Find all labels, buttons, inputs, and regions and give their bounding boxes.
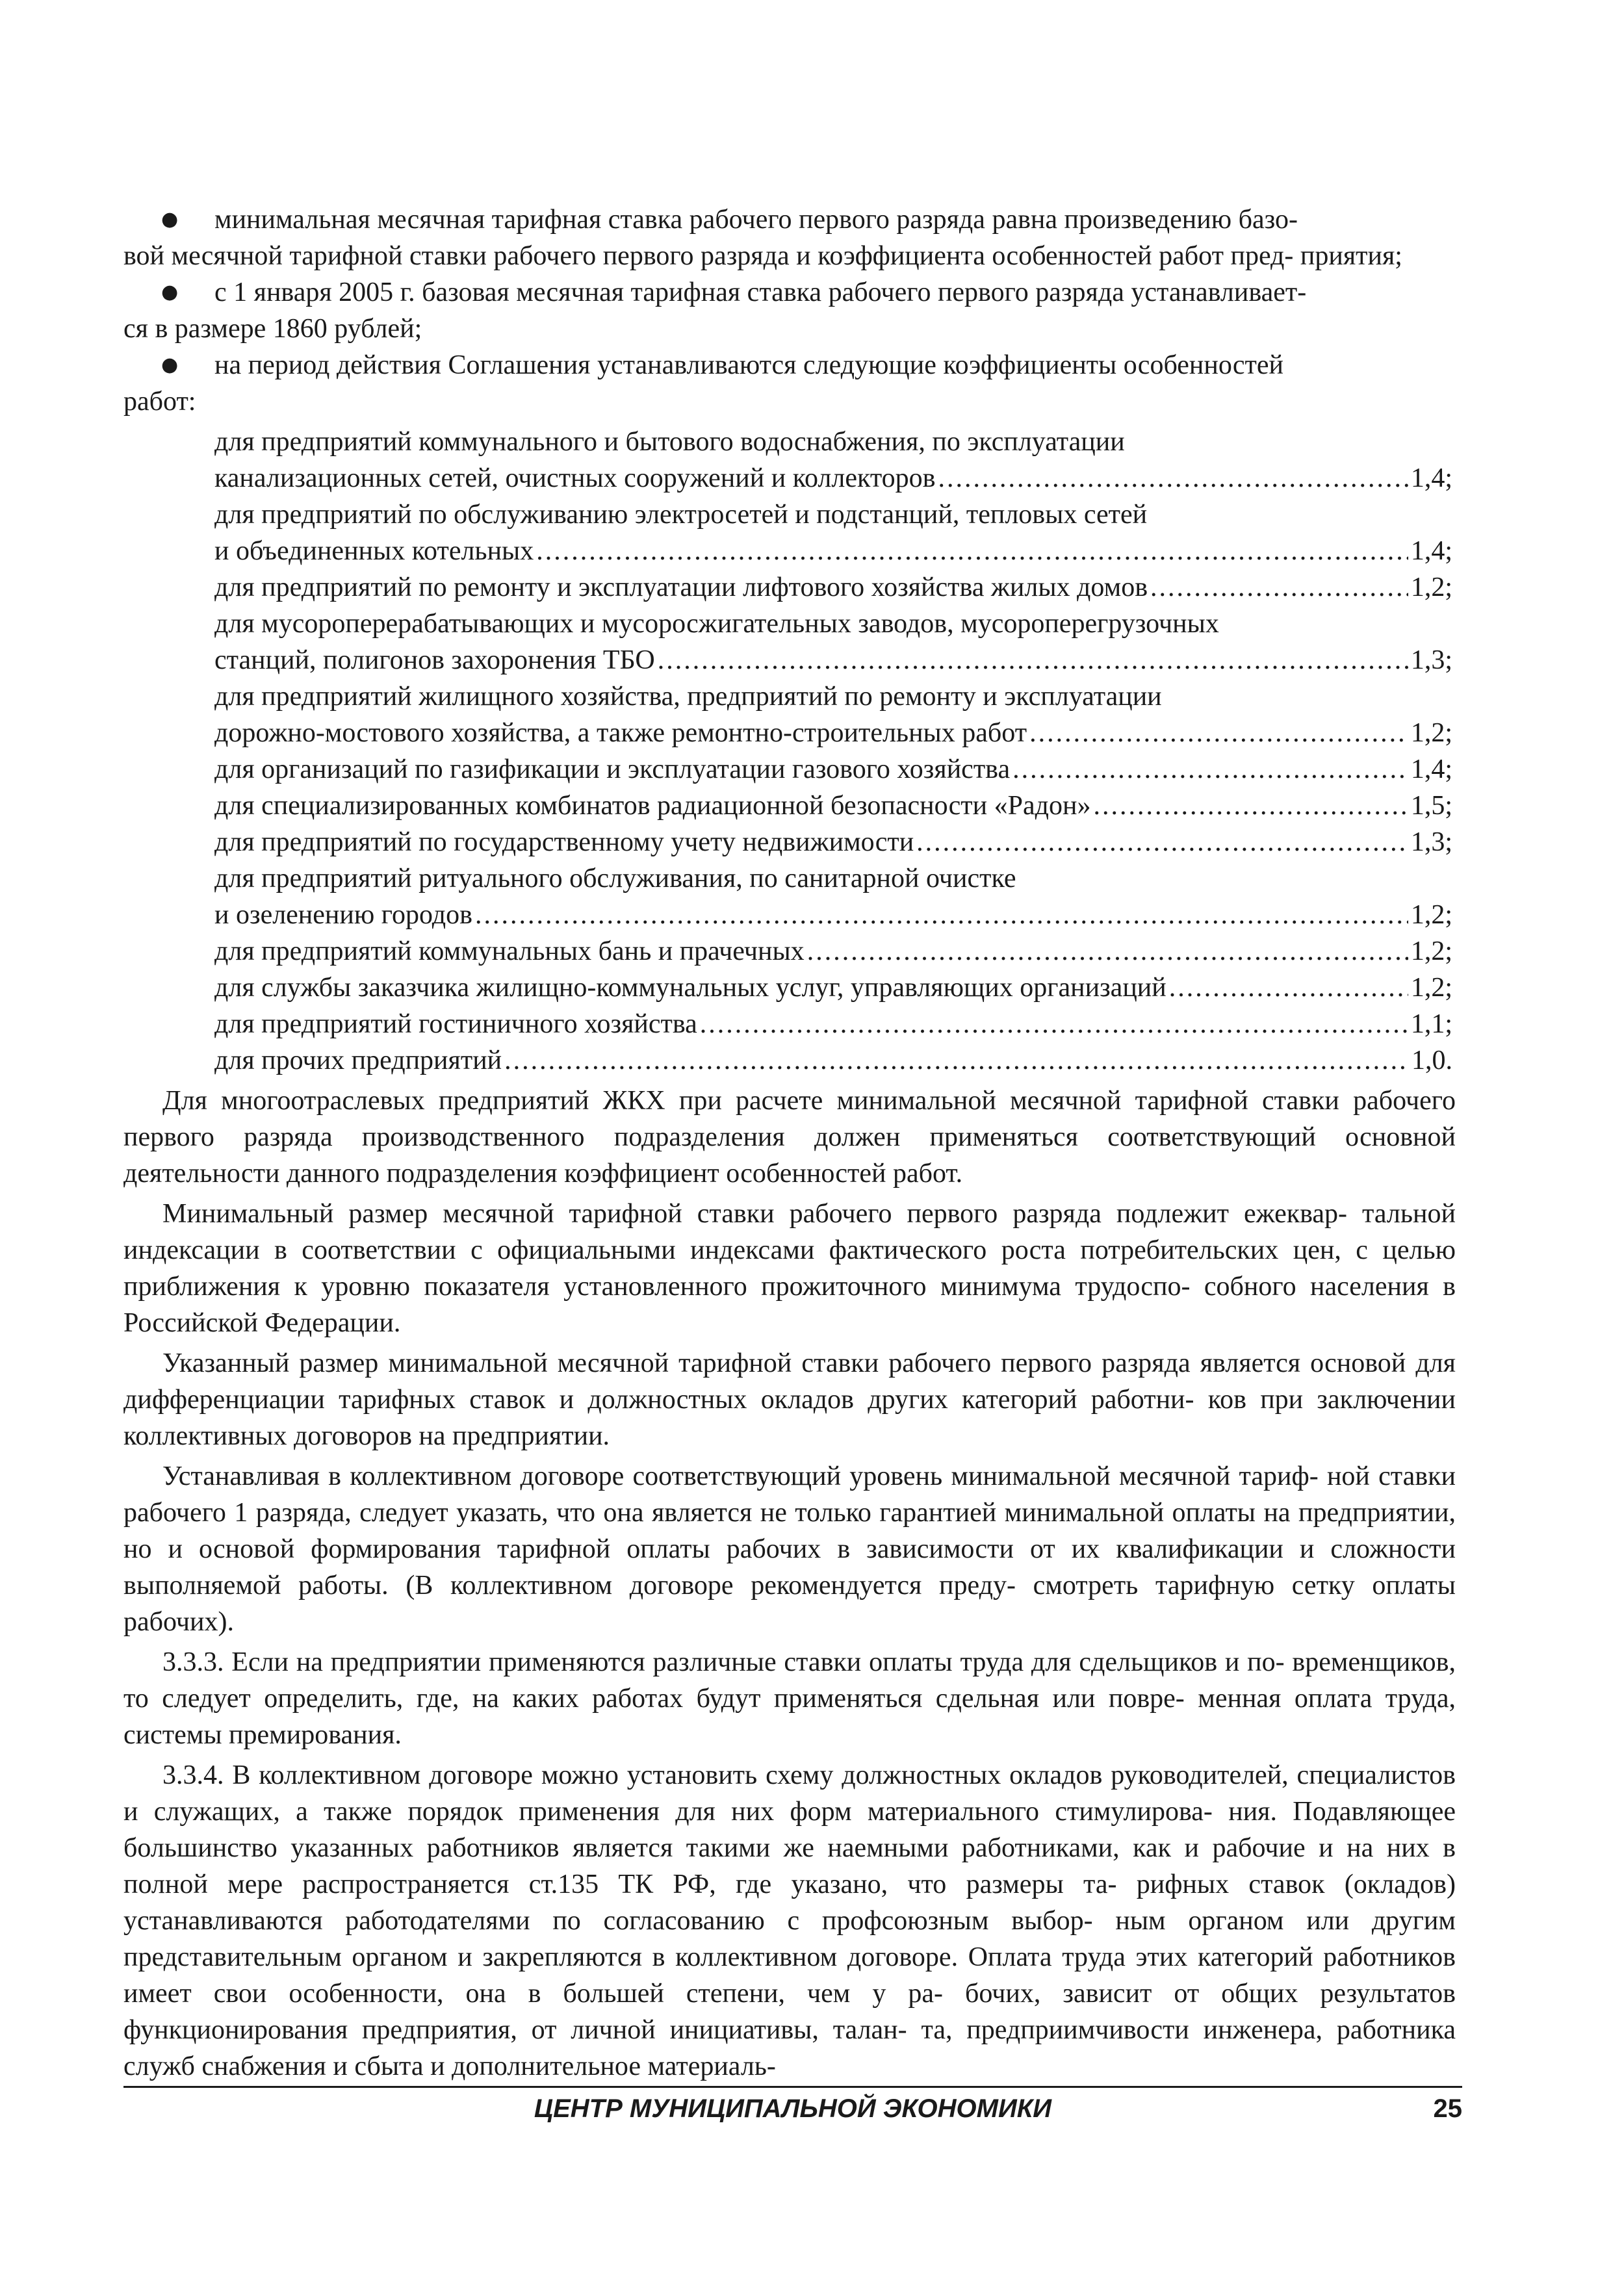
coefficient-label: и озеленению городов xyxy=(214,900,472,930)
coefficient-value: 1,5; xyxy=(1410,791,1452,821)
bullet-text-first: с 1 января 2005 г. базовая месячная тарифная ставка рабочего первого разряда устанавливает- xyxy=(214,277,1307,307)
coefficient-list xyxy=(214,424,1452,1079)
dot-leader xyxy=(475,897,1408,933)
coefficient-label-line: для предприятий коммунального и бытового водоснабжения, по эксплуатации xyxy=(214,427,1125,457)
page-footer xyxy=(123,2086,1462,2131)
dot-leader xyxy=(700,1006,1408,1042)
bullet-text-first: на период действия Соглашения устанавливаются следующие коэффициенты особенностей xyxy=(214,350,1284,380)
page-number: 25 xyxy=(1433,2094,1462,2123)
paragraph: Указанный размер минимальной месячной тарифной ставки рабочего первого разряда является основой для дифференциации тарифных ставок и должностных окладов других категорий работни- ков при заключении коллективных договоров на предприятии. xyxy=(123,1348,1456,1451)
coefficient-value: 1,0. xyxy=(1411,1046,1452,1075)
dot-leader xyxy=(1169,970,1408,1006)
footer-title: ЦЕНТР МУНИЦИПАЛЬНОЙ ЭКОНОМИКИ xyxy=(534,2094,1052,2123)
dot-leader xyxy=(504,1042,1409,1079)
dot-leader xyxy=(938,460,1408,496)
coefficient-item xyxy=(214,751,1452,788)
dot-leader xyxy=(1012,751,1408,788)
coefficient-item xyxy=(214,824,1452,860)
paragraph: 3.3.4. В коллективном договоре можно установить схему должностных окладов руководителей, специалистов и служащих, а также порядок применения для них форм материального стимулирова- ния. Подавляющее большинство указанных работников является такими же наемными работниками, как и рабочие и на них в полной мере распространяется ст.135 ТК РФ, где указано, что размеры та- рифных ставок (окладов) устанавливаются работодателями по согласованию с профсоюзным выбор- ным органом или другим представительным органом и закрепляются в коллективном договоре. Оплата труда этих категорий работников имеет свои особенности, она в большей степени, чем у ра- бочих, зависит от общих результатов функционирования предприятия, от личной инициативы, талан- та, предприимчивости инженера, работника служб снабжения и сбыта и дополнительное материаль- xyxy=(123,1760,1456,2081)
coefficient-item xyxy=(214,606,1452,678)
coefficient-value: 1,3; xyxy=(1410,645,1452,675)
coefficient-value: 1,2; xyxy=(1410,900,1452,930)
coefficient-label: для предприятий по государственному учету недвижимости xyxy=(214,827,914,857)
coefficient-label: для специализированных комбинатов радиационной безопасности «Радон» xyxy=(214,791,1091,821)
coefficient-label: для предприятий по ремонту и эксплуатации лифтового хозяйства жилых домов xyxy=(214,572,1148,602)
coefficient-item xyxy=(214,496,1452,569)
bullet-text-rest: вой месячной тарифной ставки рабочего первого разряда и коэффициента особенностей работ пред- приятия; xyxy=(123,241,1402,271)
dot-leader xyxy=(807,933,1408,970)
bullet-text-rest: ся в размере 1860 рублей; xyxy=(123,314,422,344)
coefficient-label-line: для предприятий ритуального обслуживания, по санитарной очистке xyxy=(214,864,1016,893)
coefficient-label: станций, полигонов захоронения ТБО xyxy=(214,645,655,675)
bullet-text-rest: работ: xyxy=(123,387,196,417)
coefficient-label: для службы заказчика жилищно-коммунальных услуг, управляющих организаций xyxy=(214,973,1166,1003)
bullet-item xyxy=(123,274,1456,347)
coefficient-value: 1,2; xyxy=(1410,936,1452,966)
coefficient-item xyxy=(214,569,1452,606)
paragraph: Минимальный размер месячной тарифной ставки рабочего первого разряда подлежит ежеквар- тальной индексации в соответствии с официальными индексами фактического роста потребительских цен, с целью приближения к уровню показателя установленного прожиточного минимума трудоспо- собного населения в Российской Федерации. xyxy=(123,1199,1456,1338)
dot-leader xyxy=(658,642,1408,678)
dot-leader xyxy=(1093,788,1408,824)
coefficient-value: 1,2; xyxy=(1410,572,1452,602)
coefficient-value: 1,4; xyxy=(1410,536,1452,566)
coefficient-label: канализационных сетей, очистных сооружений и коллекторов xyxy=(214,463,936,493)
coefficient-item xyxy=(214,424,1452,496)
paragraph: Для многоотраслевых предприятий ЖКХ при расчете минимальной месячной тарифной ставки рабочего первого разряда производственного подразделения должен применяться соответствующий основной деятельности данного подразделения коэффициент особенностей работ. xyxy=(123,1086,1456,1189)
bullet-item xyxy=(123,347,1456,420)
coefficient-label-line: для предприятий жилищного хозяйства, предприятий по ремонту и эксплуатации xyxy=(214,682,1162,712)
bullet-icon: ● xyxy=(161,353,179,376)
dot-leader xyxy=(536,533,1408,569)
coefficient-value: 1,4; xyxy=(1410,463,1452,493)
coefficient-item xyxy=(214,860,1452,933)
coefficient-value: 1,4; xyxy=(1410,754,1452,784)
coefficient-item xyxy=(214,788,1452,824)
coefficient-item xyxy=(214,970,1452,1006)
coefficient-label: для предприятий коммунальных бань и прачечных xyxy=(214,936,805,966)
coefficient-item xyxy=(214,1006,1452,1042)
bullet-icon: ● xyxy=(161,208,179,231)
coefficient-item xyxy=(214,678,1452,751)
bullet-item xyxy=(123,201,1456,274)
coefficient-value: 1,2; xyxy=(1410,718,1452,748)
coefficient-label: и объединенных котельных xyxy=(214,536,534,566)
coefficient-label-line: для мусороперерабатывающих и мусоросжигательных заводов, мусороперегрузочных xyxy=(214,609,1219,639)
page-body xyxy=(123,201,1456,2085)
coefficient-value: 1,3; xyxy=(1410,827,1452,857)
dot-leader xyxy=(916,824,1408,860)
coefficient-item xyxy=(214,1042,1452,1079)
dot-leader xyxy=(1029,715,1408,751)
bullet-text-first: минимальная месячная тарифная ставка рабочего первого разряда равна произведению базо- xyxy=(214,205,1298,235)
bullet-icon: ● xyxy=(161,281,179,303)
paragraph: Устанавливая в коллективном договоре соответствующий уровень минимальной месячной тариф- ной ставки рабочего 1 разряда, следует указать, что она является не только гарантией минимальной оплаты на предприятии, но и основой формирования тарифной оплаты рабочих в зависимости от их квалификации и сложности выполняемой работы. (В коллективном договоре рекомендуется преду- смотреть тарифную сетку оплаты рабочих). xyxy=(123,1461,1456,1637)
coefficient-label: для прочих предприятий xyxy=(214,1046,502,1075)
coefficient-label: для предприятий гостиничного хозяйства xyxy=(214,1009,697,1039)
dot-leader xyxy=(1150,569,1408,606)
coefficient-item xyxy=(214,933,1452,970)
coefficient-value: 1,2; xyxy=(1410,973,1452,1003)
paragraph: 3.3.3. Если на предприятии применяются различные ставки оплаты труда для сдельщиков и по- временщиков, то следует определить, где, на каких работах будут применяться сдельная или повре- менная оплата труда, системы премирования. xyxy=(123,1647,1456,1750)
coefficient-label-line: для предприятий по обслуживанию электросетей и подстанций, тепловых сетей xyxy=(214,500,1148,530)
coefficient-label: для организаций по газификации и эксплуатации газового хозяйства xyxy=(214,754,1011,784)
coefficient-value: 1,1; xyxy=(1410,1009,1452,1039)
coefficient-label: дорожно-мостового хозяйства, а также ремонтно-строительных работ xyxy=(214,718,1027,748)
